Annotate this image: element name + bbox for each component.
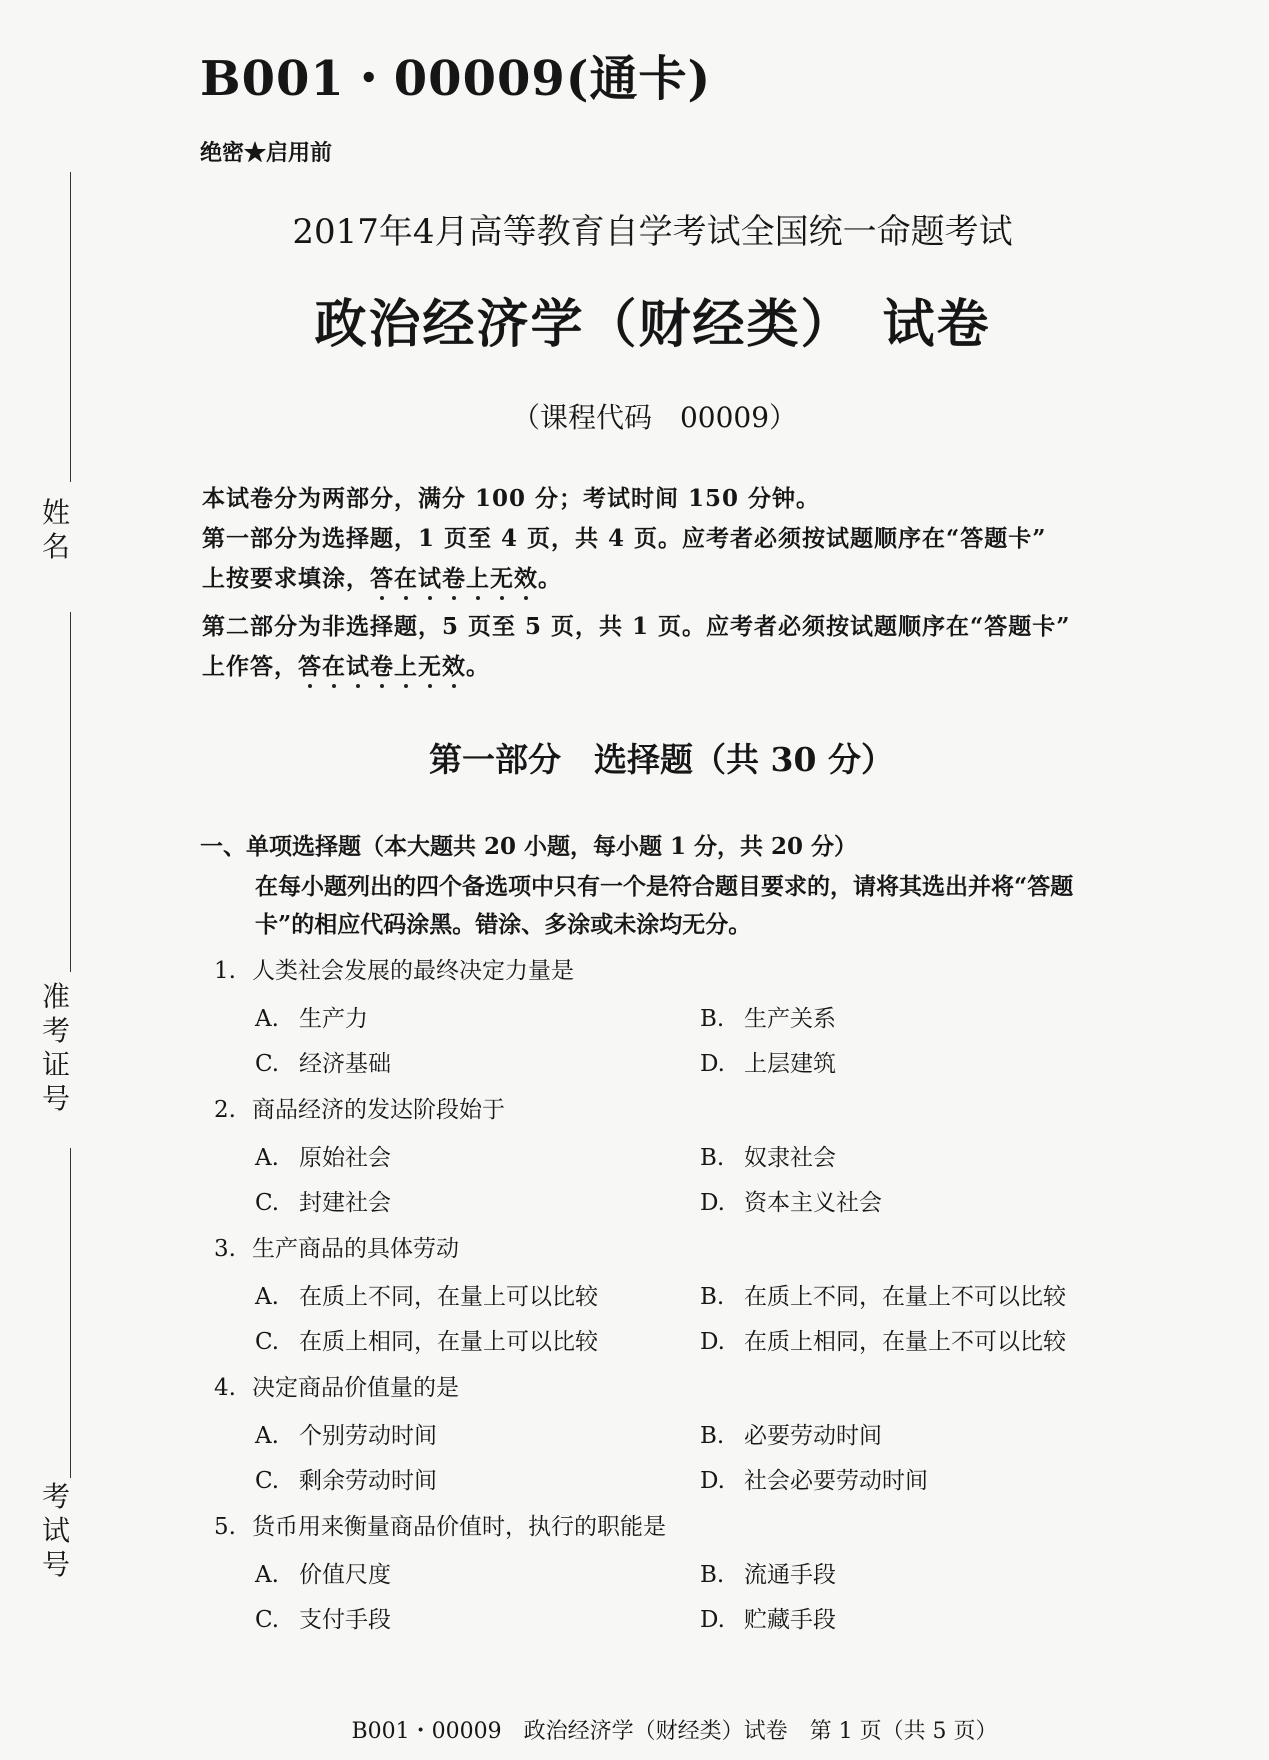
name-field-line-lower [70, 612, 71, 972]
option-label: A. [255, 1145, 279, 1171]
section-heading: 一、单项选择题（本大题共 20 小题，每小题 1 分，共 20 分） [200, 833, 858, 860]
option-label: C. [255, 1329, 280, 1355]
question-number: 2. [214, 1097, 236, 1123]
question-text: 决定商品价值量的是 [252, 1375, 459, 1401]
option-b [700, 1000, 836, 1033]
instruction-line-2: 第一部分为选择题，1 页至 4 页，共 4 页。应考者必须按试题顺序在“答题卡” [202, 525, 1047, 552]
option-label: C. [255, 1190, 280, 1216]
emphasis-dotted-text [298, 653, 466, 680]
instruction-text: 。 [538, 565, 562, 592]
option-a [255, 1556, 391, 1589]
option-c [255, 1323, 598, 1356]
section-description-1: 在每小题列出的四个备选项中只有一个是符合题目要求的，请将其选出并将“答题 [255, 873, 1074, 900]
question-number: 4. [214, 1375, 236, 1401]
emphasis-char: 试 [418, 565, 442, 592]
question-number: 3. [214, 1236, 236, 1262]
paper-code: B001・00009(通卡) [200, 51, 712, 107]
option-text: 贮藏手段 [744, 1607, 836, 1633]
instruction-line-3 [202, 560, 562, 593]
section-description-2: 卡”的相应代码涂黑。错涂、多涂或未涂均无分。 [255, 911, 752, 938]
option-label: A. [255, 1284, 279, 1310]
emphasis-char: 无 [418, 653, 442, 680]
option-text: 个别劳动时间 [299, 1423, 437, 1449]
option-label: B. [700, 1145, 725, 1171]
paper-title: 政治经济学（财经类） 试卷 [314, 294, 991, 355]
emphasis-char: 答 [298, 653, 322, 680]
option-label: D. [700, 1468, 725, 1494]
option-c [255, 1601, 391, 1634]
question-number: 1. [214, 958, 236, 984]
question-text: 人类社会发展的最终决定力量是 [252, 958, 574, 984]
option-text: 奴隶社会 [744, 1145, 836, 1171]
option-label: C. [255, 1468, 280, 1494]
admission-field-line-lower [70, 1148, 71, 1478]
option-label: D. [700, 1051, 725, 1077]
exam-number-label: 考试号 [41, 1480, 70, 1581]
secrecy-mark: 绝密★启用前 [200, 140, 333, 166]
option-b [700, 1278, 1066, 1311]
option-text: 原始社会 [299, 1145, 391, 1171]
option-label: A. [255, 1006, 279, 1032]
emphasis-dotted-text [370, 565, 538, 592]
option-text: 在质上不同，在量上不可以比较 [744, 1284, 1066, 1310]
option-text: 必要劳动时间 [744, 1423, 882, 1449]
option-text: 生产关系 [744, 1006, 836, 1032]
question-stem [214, 1230, 459, 1263]
option-label: D. [700, 1190, 725, 1216]
emphasis-char: 无 [490, 565, 514, 592]
emphasis-char: 上 [466, 565, 490, 592]
option-d [700, 1601, 836, 1634]
option-label: B. [700, 1423, 725, 1449]
option-label: A. [255, 1423, 279, 1449]
option-text: 上层建筑 [744, 1051, 836, 1077]
emphasis-char: 在 [394, 565, 418, 592]
option-d [700, 1184, 882, 1217]
question-text: 商品经济的发达阶段始于 [252, 1097, 505, 1123]
option-label: A. [255, 1562, 279, 1588]
course-code: （课程代码 00009） [511, 401, 798, 434]
option-label: B. [700, 1562, 725, 1588]
option-d [700, 1462, 928, 1495]
part-one-title: 第一部分 选择题（共 30 分） [429, 740, 894, 779]
option-text: 在质上相同，在量上可以比较 [299, 1329, 598, 1355]
question-text: 生产商品的具体劳动 [252, 1236, 459, 1262]
option-b [700, 1556, 836, 1589]
option-b [700, 1417, 882, 1450]
emphasis-char: 答 [370, 565, 394, 592]
option-label: B. [700, 1006, 725, 1032]
option-text: 资本主义社会 [744, 1190, 882, 1216]
question-text: 货币用来衡量商品价值时，执行的职能是 [252, 1514, 666, 1540]
instruction-line-5 [202, 648, 490, 681]
option-text: 在质上相同，在量上不可以比较 [744, 1329, 1066, 1355]
option-text: 社会必要劳动时间 [744, 1468, 928, 1494]
option-d [700, 1045, 836, 1078]
option-d [700, 1323, 1066, 1356]
option-a [255, 1000, 368, 1033]
emphasis-char: 卷 [370, 653, 394, 680]
option-text: 价值尺度 [299, 1562, 391, 1588]
emphasis-char: 效 [442, 653, 466, 680]
emphasis-char: 上 [394, 653, 418, 680]
option-text: 流通手段 [744, 1562, 836, 1588]
emphasis-char: 卷 [442, 565, 466, 592]
emphasis-char: 效 [514, 565, 538, 592]
instruction-line-4: 第二部分为非选择题，5 页至 5 页，共 1 页。应考者必须按试题顺序在“答题卡” [202, 613, 1071, 640]
option-c [255, 1045, 391, 1078]
option-text: 经济基础 [299, 1051, 391, 1077]
option-a [255, 1278, 598, 1311]
instruction-line-1: 本试卷分为两部分，满分 100 分；考试时间 150 分钟。 [202, 485, 821, 512]
option-label: C. [255, 1607, 280, 1633]
option-label: D. [700, 1607, 725, 1633]
instruction-text: 上作答， [202, 653, 298, 680]
question-stem [214, 1508, 666, 1541]
admission-number-label: 准考证号 [41, 980, 70, 1115]
page-footer: B001・00009 政治经济学（财经类）试卷 第 1 页（共 5 页） [351, 1719, 998, 1744]
question-stem [214, 1091, 505, 1124]
option-text: 支付手段 [299, 1607, 391, 1633]
exam-name: 2017年4月高等教育自学考试全国统一命题考试 [292, 212, 1013, 252]
option-text: 生产力 [299, 1006, 368, 1032]
option-c [255, 1462, 437, 1495]
question-number: 5. [214, 1514, 236, 1540]
option-text: 封建社会 [299, 1190, 391, 1216]
option-b [700, 1139, 836, 1172]
option-a [255, 1139, 391, 1172]
option-c [255, 1184, 391, 1217]
emphasis-char: 试 [346, 653, 370, 680]
option-a [255, 1417, 437, 1450]
option-label: C. [255, 1051, 280, 1077]
instruction-text: 。 [466, 653, 490, 680]
question-stem [214, 1369, 459, 1402]
emphasis-char: 在 [322, 653, 346, 680]
option-text: 剩余劳动时间 [299, 1468, 437, 1494]
option-text: 在质上不同，在量上可以比较 [299, 1284, 598, 1310]
option-label: D. [700, 1329, 725, 1355]
name-field-label: 姓名 [41, 496, 70, 563]
instruction-text: 上按要求填涂， [202, 565, 370, 592]
option-label: B. [700, 1284, 725, 1310]
question-stem [214, 952, 574, 985]
